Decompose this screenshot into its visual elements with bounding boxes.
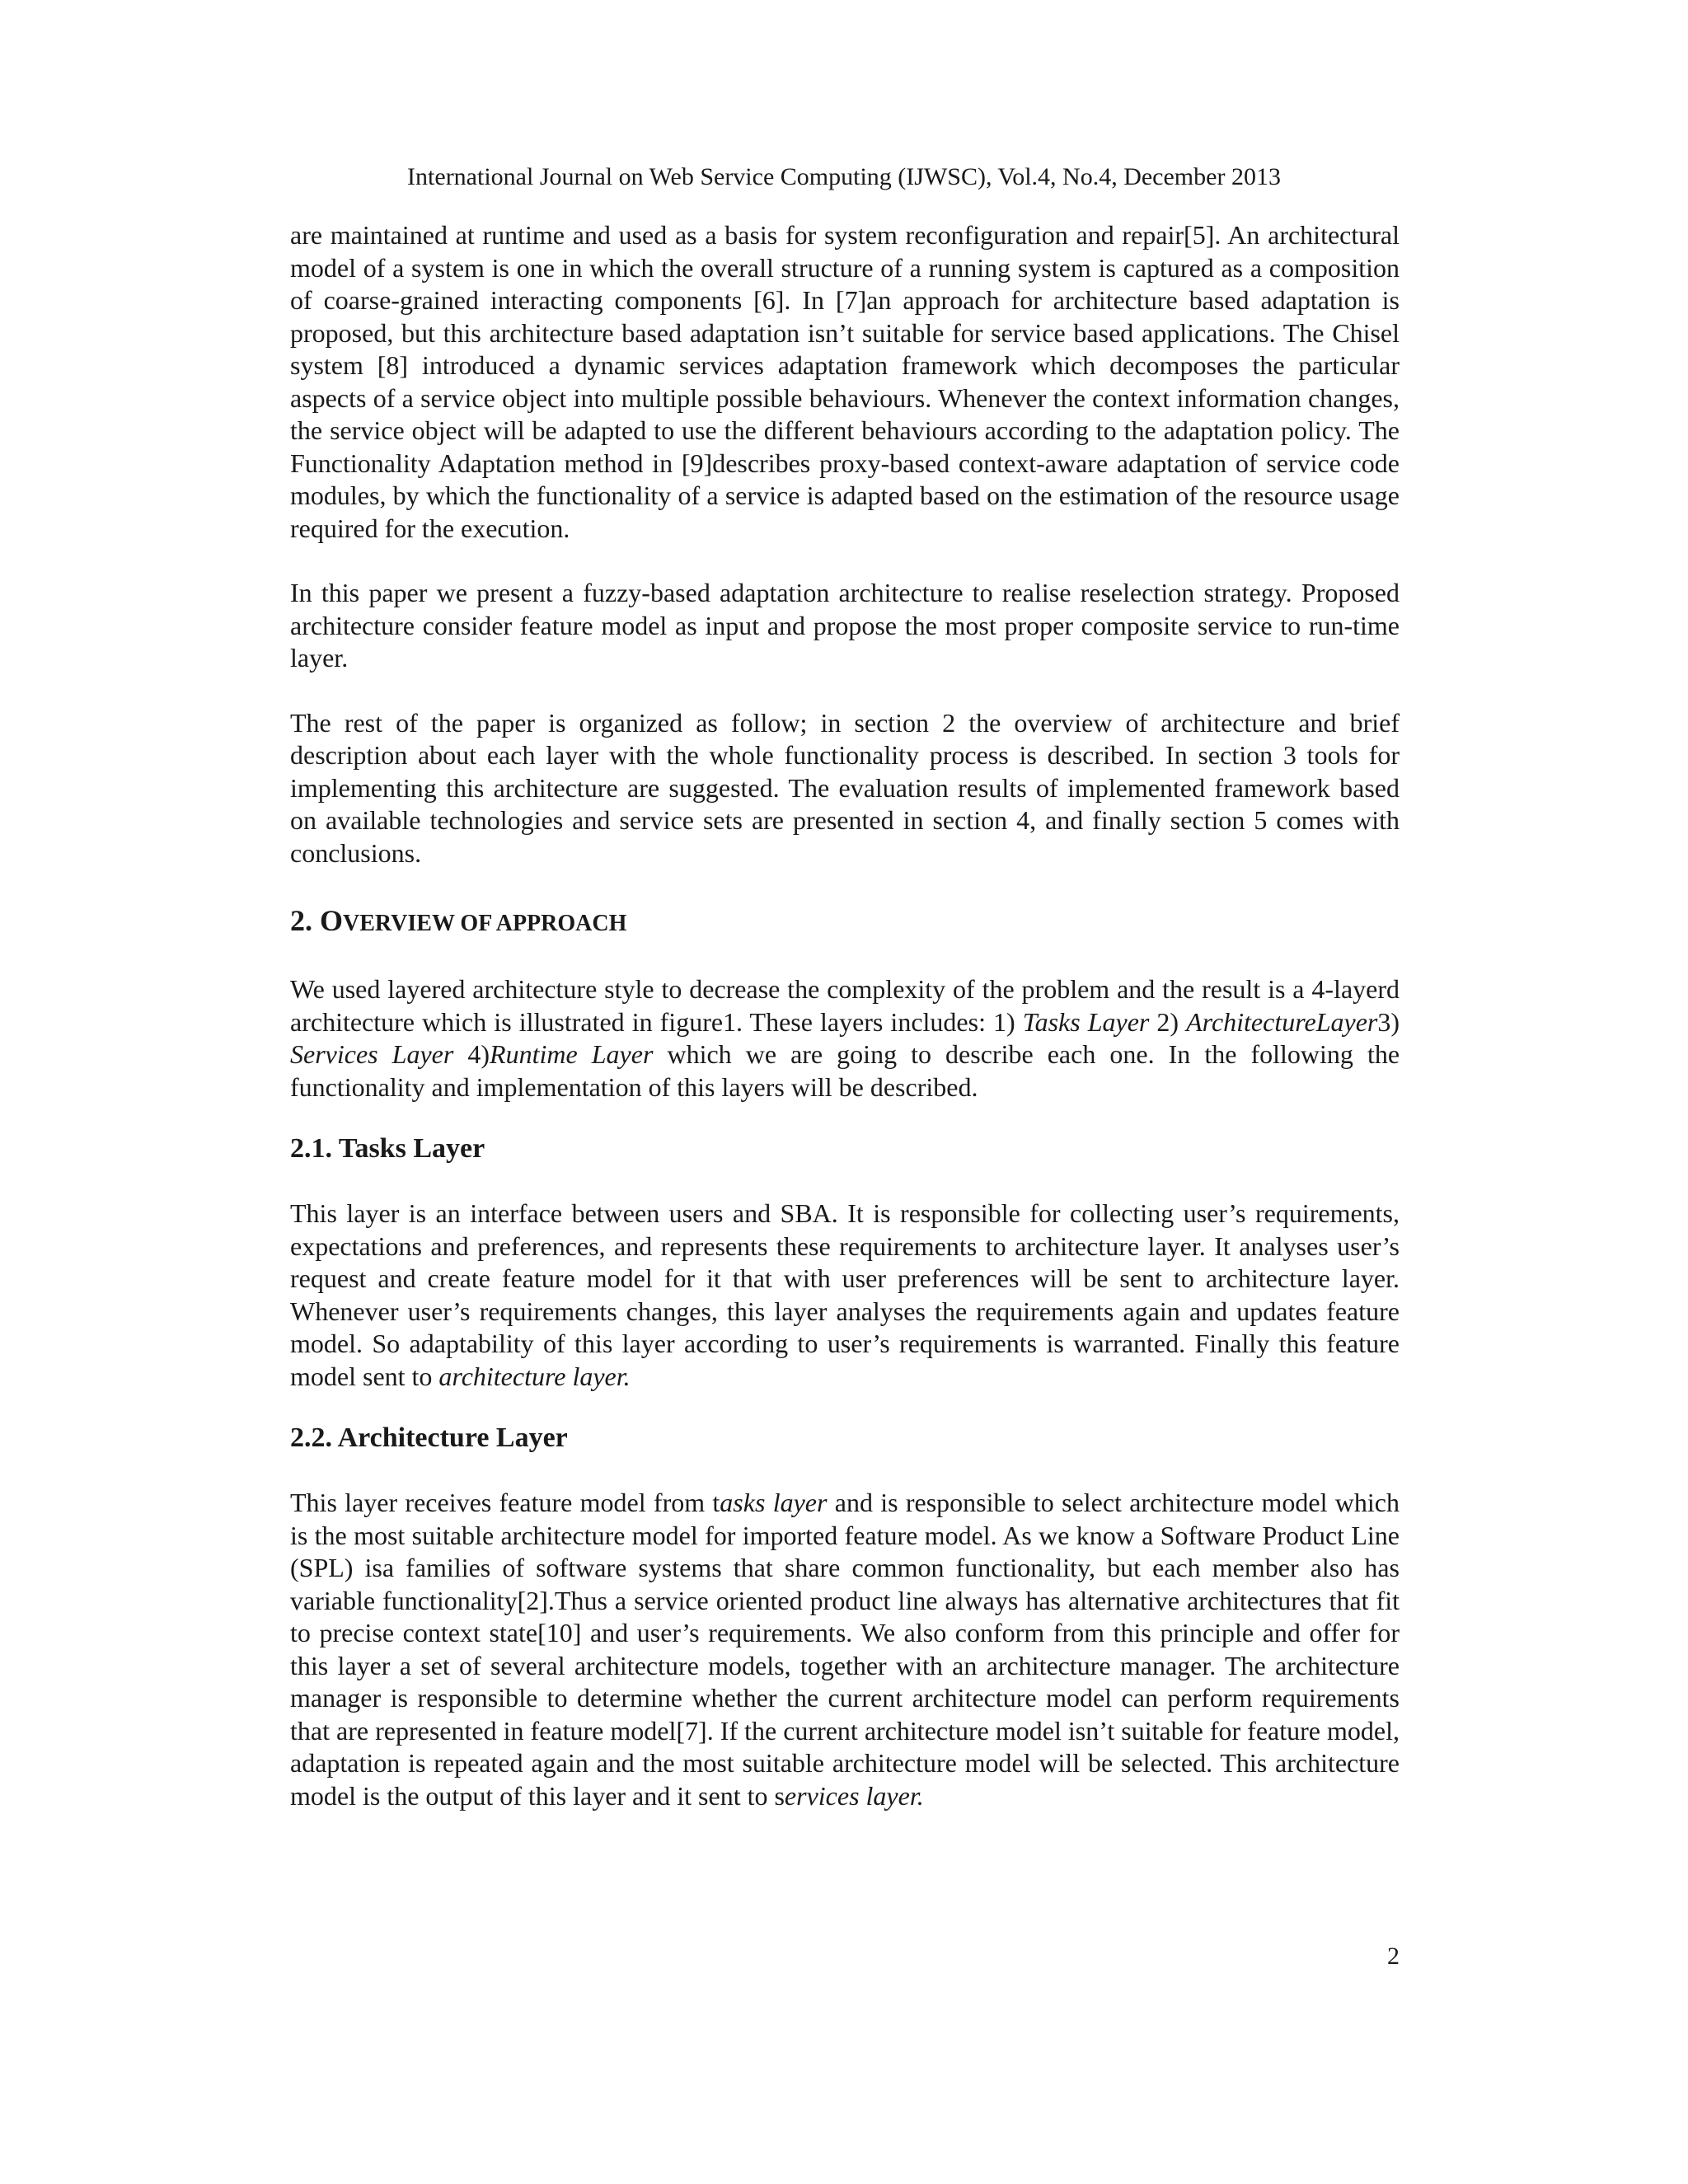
paragraph-related-work: are maintained at runtime and used as a basis for system reconfiguration and repair[5]. An architectural model of a system is one in which the overall structure of a running system is captured as a composition of coarse-grained interacting components [6]. In [7]an approach for architecture based adaptation is proposed, but this architecture based adaptation isn’t suitable for service based applications. The Chisel system [8] introduced a dynamic services adaptation framework which decomposes the particular aspects of a service object into multiple possible behaviours. Whenever the context information changes, the service object will be adapted to use the different behaviours according to the adaptation policy. The Functionality Adaptation method in [9]describes proxy-based context-aware adaptation of service code modules, by which the functionality of a service is adapted based on the estimation of the resource usage required for the execution. <box>290 220 1400 543</box>
page-body <box>290 219 1400 1812</box>
term-services-layer: Services Layer <box>290 1039 454 1069</box>
term-services-layer-ref: ervices layer. <box>784 1780 924 1811</box>
paragraph-tasks-layer: This layer is an interface between users and SBA. It is responsible for collecting user’s requirements, expectations and preferences, and represents these requirements to architecture layer. It analyses user’s request and create feature model for it that with user preferences will be sent to architecture layer. Whenever user’s requirements changes, this layer analyses the requirements again and updates feature model. So adaptability of this layer according to user’s requirements is warranted. Finally this feature model sent to architecture layer. <box>290 1198 1400 1391</box>
section-number: 2. <box>290 904 312 937</box>
term-tasks-layer: Tasks Layer <box>1022 1006 1150 1037</box>
running-header: International Journal on Web Service Computing (IJWSC), Vol.4, No.4, December 2013 <box>407 163 1281 190</box>
term-tasks-layer-ref: asks layer <box>720 1488 828 1517</box>
section-title-rest: VERVIEW OF APPROACH <box>343 911 627 936</box>
subsection-heading-tasks-layer: 2.1. Tasks Layer <box>290 1133 485 1164</box>
section-title-initial: O <box>320 904 344 937</box>
term-architecture-layer-ref: architecture layer. <box>438 1361 631 1391</box>
paragraph-contribution: In this paper we present a fuzzy-based adaptation architecture to realise reselection strategy. Proposed architecture consider feature model as input and propose the most proper composite service to run-time layer. <box>290 578 1400 673</box>
paragraph-architecture-layer: This layer receives feature model from tasks layer and is responsible to select architecture model which is the most suitable architecture model for imported feature model. As we know a Software Product Line (SPL) isa families of software systems that share common functionality, but each member also has variable functionality[2].Thus a service oriented product line always has alternative architectures that fit to precise context state[10] and user’s requirements. We also conform from this principle and offer for this layer a set of several architecture models, together with an architecture manager. The architecture manager is responsible to determine whether the current architecture model can perform requirements that are represented in feature model[7]. If the current architecture model isn’t suitable for feature model, adaptation is repeated again and the most suitable architecture model will be selected. This architecture model is the output of this layer and it sent to services layer. <box>290 1488 1400 1811</box>
term-architecture-layer: ArchitectureLayer <box>1186 1006 1378 1037</box>
paragraph-overview-intro: We used layered architecture style to decrease the complexity of the problem and the result is a 4-layerd architecture which is illustrated in figure1. These layers includes: 1) Tasks Layer 2) ArchitectureLayer3) Services Layer 4)Runtime Layer which we are going to describe each one. In the following the functionality and implementation of this layers will be described. <box>290 974 1400 1102</box>
paragraph-organization: The rest of the paper is organized as follow; in section 2 the overview of architecture and brief description about each layer with the whole functionality process is described. In section 3 tools for implementing this architecture are suggested. The evaluation results of implemented framework based on available technologies and service sets are presented in section 4, and finally section 5 comes with conclusions. <box>290 707 1400 868</box>
section-heading-overview <box>290 902 1400 942</box>
term-runtime-layer: Runtime Layer <box>490 1039 654 1069</box>
page-number: 2 <box>1387 1943 1400 1970</box>
subsection-heading-architecture-layer: 2.2. Architecture Layer <box>290 1422 568 1453</box>
